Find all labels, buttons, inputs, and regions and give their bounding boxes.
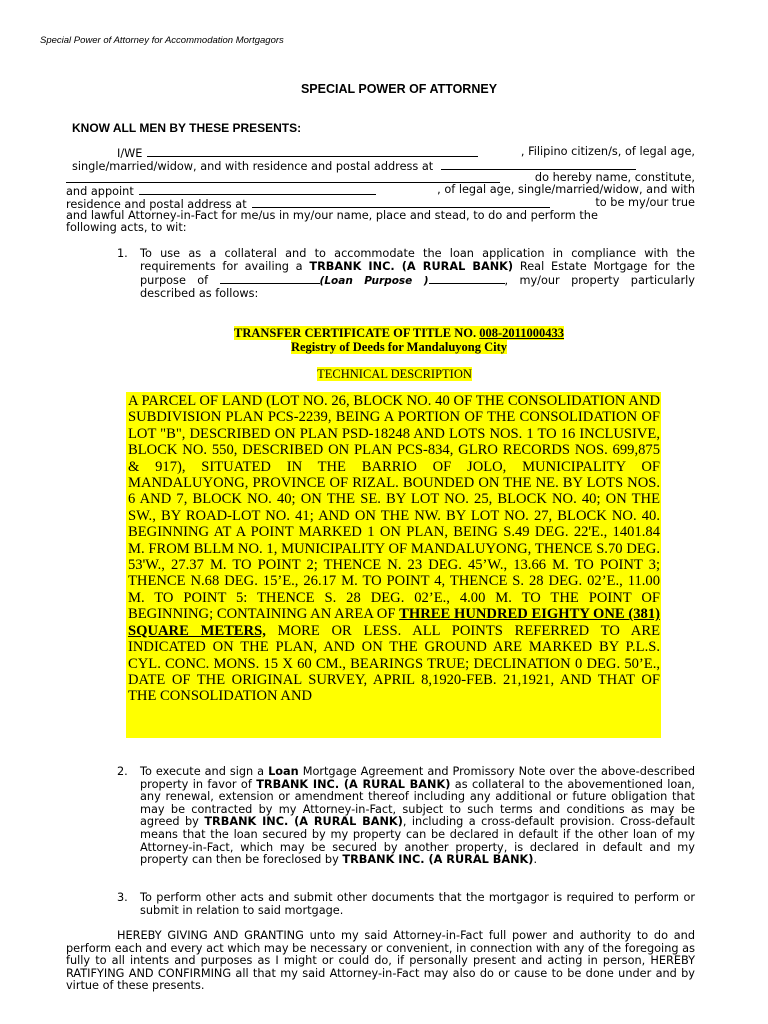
intro-line-4: and appoint , of legal age, single/married/widow, and with (66, 183, 695, 198)
loan-purpose-blank-right[interactable] (429, 273, 505, 284)
item-1: 1. To use as a collateral and to accommodate the loan application in compliance with the requirements for availing a TRBANK INC. (A RURAL BANK) Real Estate Mortgage for the purpose of (Loan Purpose ) , my/our property particularly described as follows: (117, 247, 696, 300)
registry-line: Registry of Deeds for Mandaluyong City (290, 340, 508, 354)
intro-line-5: residence and postal address at to be my/our true (66, 196, 695, 211)
closing-paragraph: HEREBY GIVING AND GRANTING unto my said Attorney-in-Fact full power and authority to do and perform each and every act which may be necessary or convenient, in connection with any of the foregoing as fully to all intents and purposes as I might or could do, if personally present and acting in person, HEREBY RATIFYING AND CONFIRMING all that my said Attorney-in-Fact may also do or cause to be done under and by virtue of these presents. (66, 929, 695, 993)
intro-line-6: and lawful Attorney-in-Fact for me/us in my/our name, place and stead, to do and perform the (66, 209, 598, 222)
land-description: A PARCEL OF LAND (LOT NO. 26, BLOCK NO. 40 OF THE CONSOLIDATION AND SUBDIVISION PLAN PCS-2239, BEING A PORTION OF THE CONSOLIDATION OF LOT "B", DESCRIBED ON PLAN PSD-18248 AND LOTS NOS. 1 TO 16 INCLUSIVE, BLOCK NO. 550, DESCRIBED ON PLAN PCS-834, GLRO RECORDS NOS. 699,875 & 917), SITUATED IN THE BARRIO OF JOLO, MUNICIPALITY OF MANDALUYONG, PROVINCE OF RIZAL. BOUNDED ON THE NE. BY LOTS NOS. 6 AND 7, BLOCK NO. 40; ON THE SE. BY LOT NO. 25, BLOCK NO. 40; ON THE SW., BY ROAD-LOT NO. 41; AND ON THE NW. BY LOT NO. 27, BLOCK NO. 40. BEGINNING AT A POINT MARKED 1 ON PLAN, BEING S.49 DEG. 22'E., 1401.84 M. FROM BLLM NO. 1, MUNICIPALITY OF MANDALUYONG, THENCE S.70 DEG. 53'W., 27.37 M. TO POINT 2; THENCE N. 23 DEG. 45’W., 13.66 M. TO POINT 3; THENCE N.68 DEG. 15’E., 26.17 M. TO POINT 4, THENCE S. 28 DEG. 02’E., 11.00 M. TO POINT 5: THENCE S. 28 DEG. 02’E., 4.00 M. TO THE POINT OF BEGINNING; CONTAINING AN AREA OF THREE HUNDRED EIGHTY ONE (381) SQUARE METERS, MORE OR LESS. ALL POINTS REFERRED TO ARE INDICATED ON THE PLAN, AND ON THE GROUND ARE MARKED BY P.L.S. CYL. CONC. MONS. 15 X 60 CM., BEARINGS TRUE; DECLINATION 0 DEG. 50’E., DATE OF THE ORIGINAL SURVEY, APRIL 8,1920-FEB. 21,1921, AND THAT OF THE CONSOLIDATION AND (128, 393, 660, 705)
item-3: 3. To perform other acts and submit other documents that the mortgagor is required to perform or submit in relation to said mortgage. (117, 891, 695, 917)
loan-purpose-blank-left[interactable] (220, 273, 320, 284)
header-note: Special Power of Attorney for Accommodation Mortgagors (40, 35, 284, 46)
technical-description-heading: TECHNICAL DESCRIPTION (317, 367, 472, 381)
tct-line: TRANSFER CERTIFICATE OF TITLE NO. 008-2011000433 (234, 326, 564, 340)
residence-blank-2[interactable] (66, 172, 500, 183)
intro-line-7: following acts, to wit: (66, 221, 187, 234)
document-title: SPECIAL POWER OF ATTORNEY (300, 82, 498, 96)
name-blank[interactable] (147, 146, 478, 157)
attorney-name-blank[interactable] (139, 184, 376, 195)
know-all-men-heading: KNOW ALL MEN BY THESE PRESENTS: (72, 121, 302, 135)
attorney-residence-blank[interactable] (252, 197, 550, 208)
loan-purpose: (Loan Purpose ) (319, 275, 429, 288)
intro-line-3: do hereby name, constitute, (66, 172, 695, 187)
item-2: 2. To execute and sign a Loan Mortgage Agreement and Promissory Note over the above-described property in favor of TRBANK INC. (A RURAL BANK) as collateral to the abovementioned loan, any renewal, extension or amendment thereof including any additional or future obligation that may be contracted by my Attorney-in-Fact, subject to such terms and conditions as may be agreed by TRBANK INC. (A RURAL BANK), including a cross-default provision. Cross-default means that the loan secured by my property can be declared in default if the other loan of my Attorney-in-Fact, which may be secured by another property, is declared in default and my property can then be foreclosed by TRBANK INC. (A RURAL BANK). (117, 765, 695, 867)
intro-line-1: I/WE , Filipino citizen/s, of legal age, (117, 145, 695, 160)
residence-blank-1[interactable] (441, 159, 636, 170)
intro-line-2: single/married/widow, and with residence and postal address at (66, 159, 695, 174)
